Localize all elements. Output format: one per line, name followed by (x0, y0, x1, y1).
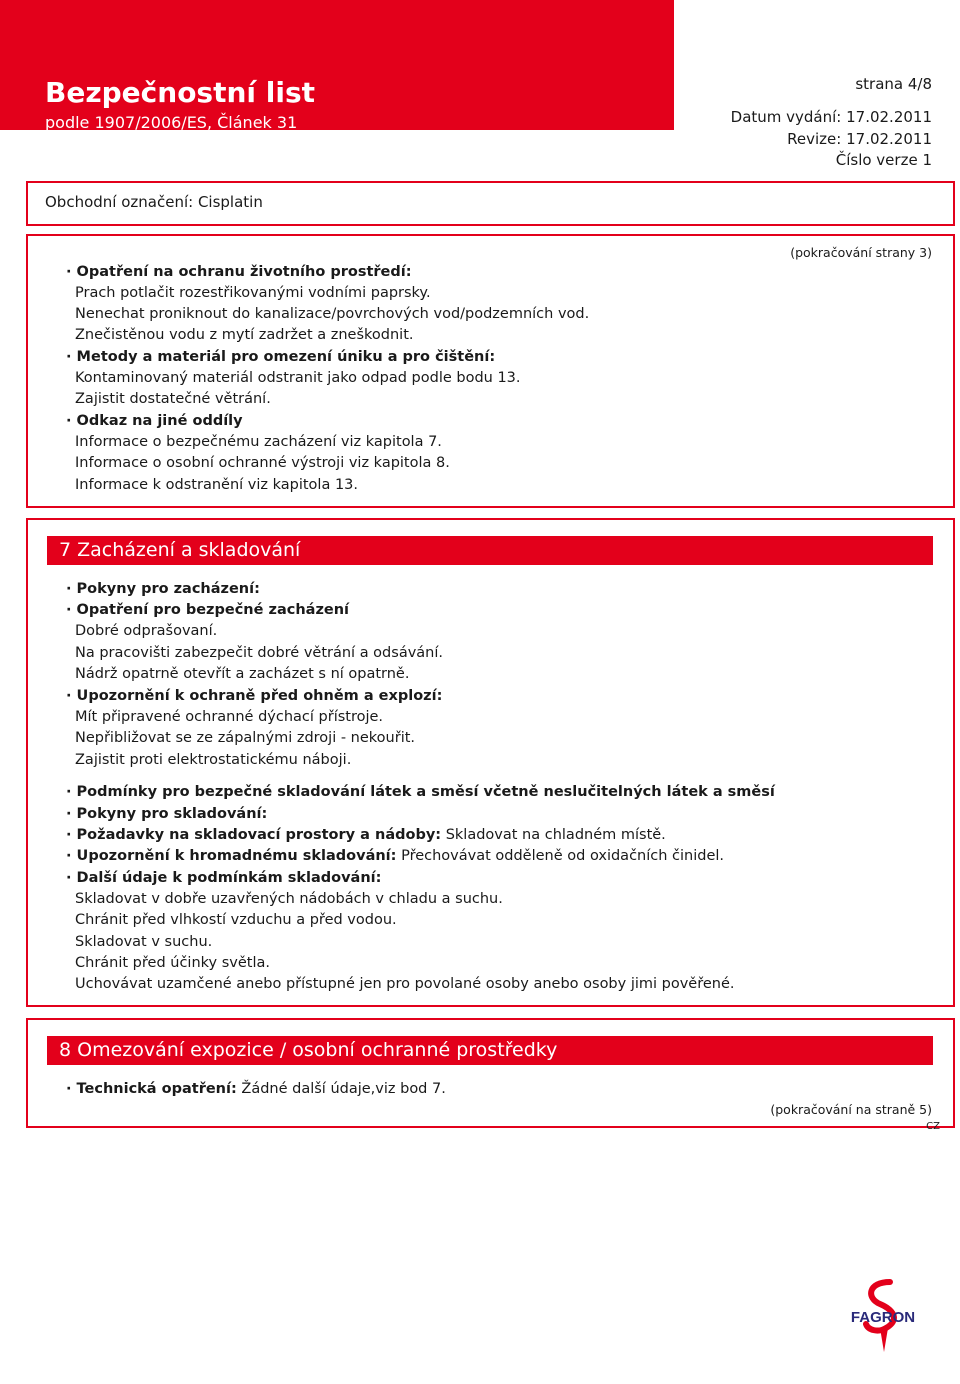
safe-handling-line-2: Na pracovišti zabezpečit dobré větrání a odsávání. (75, 645, 443, 661)
further-storage-line-3: Skladovat v suchu. (75, 934, 213, 950)
safe-handling-heading: · Opatření pro bezpečné zacházení (66, 602, 350, 618)
reference-line-1: Informace o bezpečnému zacházení viz kapitola 7. (75, 434, 442, 450)
section8-title: 8 Omezování expozice / osobní ochranné prostředky (47, 1036, 933, 1065)
containment-line-1: Kontaminovaný materiál odstranit jako odpad podle bodu 13. (75, 370, 521, 386)
env-line-1: Prach potlačit rozestřikovanými vodními paprsky. (75, 285, 431, 301)
trade-name: Obchodní označení: Cisplatin (45, 193, 263, 211)
containment-line-2: Zajistit dostatečné větrání. (75, 391, 271, 407)
references-heading: · Odkaz na jiné oddíly (66, 413, 243, 429)
page-number: strana 4/8 (855, 75, 932, 93)
further-storage-line-4: Chránit před účinky světla. (75, 955, 270, 971)
reference-line-2: Informace o osobní ochranné výstroji viz kapitola 8. (75, 455, 450, 471)
revision-date: Revize: 17.02.2011 (787, 130, 932, 148)
fire-protection-heading: · Upozornění k ochraně před ohněm a explozí: (66, 688, 443, 704)
storerooms-label: · Požadavky na skladovací prostory a nádoby: (66, 827, 442, 843)
fagron-logo-icon (838, 1276, 928, 1372)
section7-title: 7 Zacházení a skladování (47, 536, 933, 565)
technical-measures (66, 1080, 446, 1099)
storerooms-value: Skladovat na chladném místě. (445, 827, 666, 843)
handling-heading: · Pokyny pro zacházení: (66, 581, 260, 597)
further-storage-line-1: Skladovat v dobře uzavřených nádobách v chladu a suchu. (75, 891, 503, 907)
document-title: Bezpečnostní list (45, 76, 316, 109)
reference-line-3: Informace k odstranění viz kapitola 13. (75, 477, 358, 493)
technical-measures-label: · Technická opatření: (66, 1081, 237, 1097)
safe-handling-line-1: Dobré odprašovaní. (75, 623, 218, 639)
fire-protection-line-2: Nepřibližovat se ze zápalnými zdroji - nekouřit. (75, 730, 416, 746)
version-number: Číslo verze 1 (835, 151, 932, 169)
further-storage-line-5: Uchovávat uzamčené anebo přístupné jen pro povolané osoby anebo osoby jimi pověřené. (75, 976, 735, 992)
fire-protection-line-1: Mít připravené ochranné dýchací přístroje. (75, 709, 384, 725)
env-line-3: Znečistěnou vodu z mytí zadržet a zneškodnit. (75, 327, 414, 343)
safe-handling-line-3: Nádrž opatrně otevřít a zacházet s ní opatrně. (75, 666, 410, 682)
joint-storage (66, 847, 724, 866)
issue-date: Datum vydání: 17.02.2011 (730, 108, 932, 126)
fire-protection-line-3: Zajistit proti elektrostatickému náboji. (75, 752, 352, 768)
joint-storage-label: · Upozornění k hromadnému skladování: (66, 848, 397, 864)
technical-measures-value: Žádné další údaje,viz bod 7. (241, 1081, 446, 1097)
env-line-2: Nenechat proniknout do kanalizace/povrchových vod/podzemních vod. (75, 306, 590, 322)
env-precautions-heading: · Opatření na ochranu životního prostředí: (66, 264, 412, 280)
containment-heading: · Metody a materiál pro omezení úniku a pro čištění: (66, 349, 496, 365)
further-storage-heading: · Další údaje k podmínkám skladování: (66, 870, 382, 886)
joint-storage-value: Přechovávat odděleně od oxidačních činidel. (401, 848, 725, 864)
further-storage-line-2: Chránit před vlhkostí vzduchu a před vodou. (75, 912, 397, 928)
logo-text: FAGRON (850, 1309, 916, 1326)
continued-from: (pokračování strany 3) (790, 245, 932, 260)
storerooms-requirements (66, 826, 666, 845)
storage-heading: · Pokyny pro skladování: (66, 806, 268, 822)
document-subtitle: podle 1907/2006/ES, Článek 31 (45, 113, 298, 132)
country-code: CZ (926, 1121, 940, 1132)
header-banner (0, 0, 674, 130)
storage-conditions-heading: · Podmínky pro bezpečné skladování látek a směsí včetně neslučitelných látek a směsí (66, 784, 775, 800)
continued-on: (pokračování na straně 5) (770, 1102, 932, 1117)
